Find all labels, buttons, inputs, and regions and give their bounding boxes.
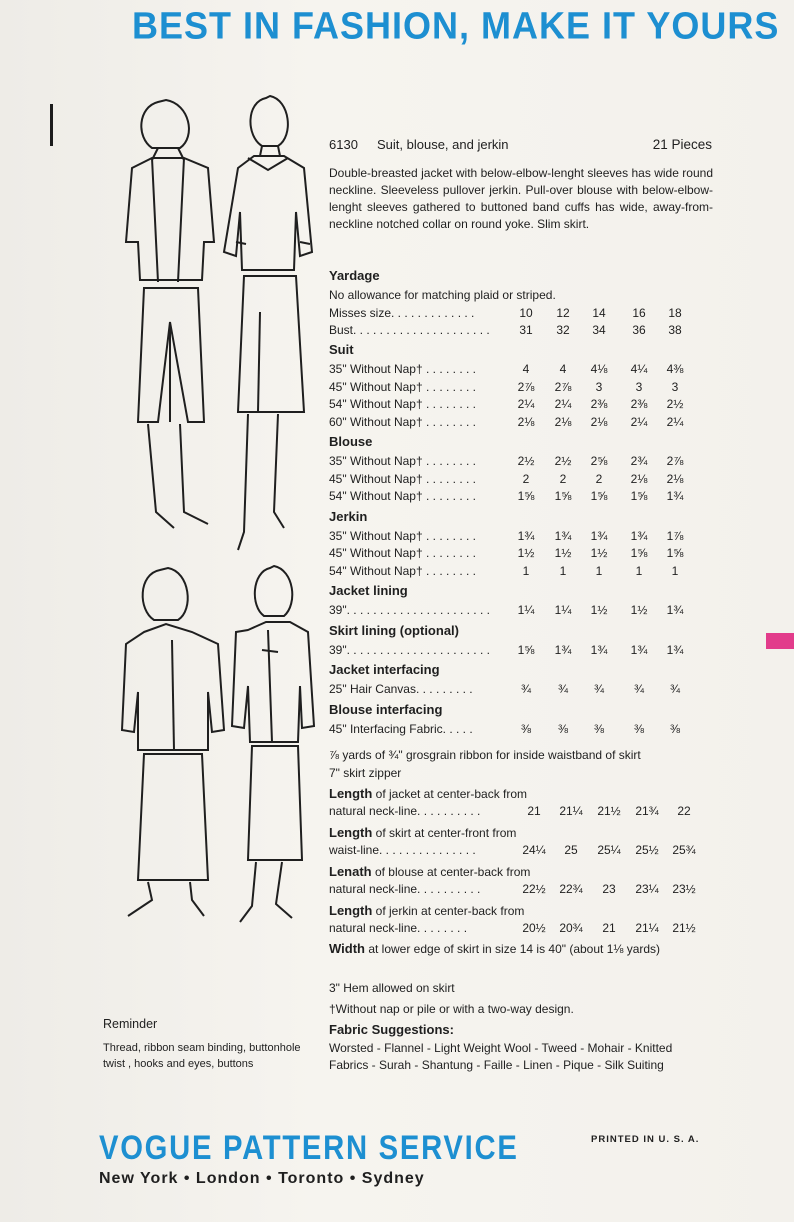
length-row-value: 23½ (672, 882, 696, 896)
section-heading: Blouse interfacing (329, 701, 443, 717)
yardage-row (329, 380, 719, 396)
bust-row-value: 31 (519, 323, 533, 337)
yardage-row-label: 39". . . . . . . . . . . . . . . . . . . . . . (329, 642, 490, 657)
length-title-text: of skirt at center-front from (372, 826, 517, 840)
brand-name: VOGUE PATTERN SERVICE (99, 1129, 519, 1167)
yardage-row-value: 2¼ (554, 397, 572, 411)
length-row-value: 22 (677, 804, 691, 818)
yardage-row-value: 2½ (517, 454, 535, 468)
length-title-bold: Length (329, 903, 373, 918)
yardage-row-value: 2⅝ (590, 454, 608, 468)
yardage-row-value: 1⅞ (666, 528, 684, 543)
length-title-bold: Length (329, 786, 373, 801)
length-title-text: of jerkin at center-back from (372, 904, 525, 918)
yardage-row-value: ⅜ (669, 721, 680, 736)
yardage-row-value: ¾ (633, 682, 644, 696)
length-row-value: 21½ (597, 804, 621, 818)
yardage-row-value: 1 (522, 563, 530, 578)
yardage-row-label: 35" Without Nap† . . . . . . . . (329, 454, 476, 468)
section-heading: Jacket interfacing (329, 662, 440, 677)
yardage-row-value: 1¾ (666, 489, 684, 503)
length-row-value: 22¾ (559, 882, 583, 896)
yardage-row (329, 564, 719, 580)
yardage-row-value: 3 (635, 379, 643, 394)
ribbon-note: ⅞ yards of ¾" grosgrain ribbon for inside waistband of skirt (329, 748, 641, 762)
printed-in-usa: PRINTED IN U. S. A. (591, 1134, 700, 1145)
length-title-bold: Lenath (329, 864, 372, 879)
yardage-heading: Yardage (329, 268, 380, 283)
yardage-row (329, 362, 719, 378)
reminder-text: Thread, ribbon seam binding, buttonhole twist , hooks and eyes, buttons (103, 1042, 301, 1070)
yardage-row (329, 415, 719, 431)
yardage-row-value: 3 (671, 379, 679, 394)
length-row-value: 20½ (522, 921, 546, 935)
margin-mark (50, 104, 53, 146)
length-row-value: 24¼ (522, 843, 546, 857)
yardage-row-label: 54" Without Nap† . . . . . . . . (329, 397, 476, 411)
size-row-value: 10 (519, 306, 533, 320)
length-row (329, 882, 719, 898)
yardage-row-value: 2 (559, 471, 567, 486)
yardage-row-value: 4⅛ (590, 362, 608, 376)
illustration-back-jacket (108, 560, 228, 930)
pattern-number: 6130 (329, 137, 358, 152)
yardage-row-value: 2⅛ (590, 414, 608, 429)
yardage-row-value: ⅜ (633, 721, 644, 736)
yardage-note-text: No allowance for matching plaid or striped. (329, 288, 556, 302)
brand-cities: New York • London • Toronto • Sydney (99, 1170, 425, 1187)
headline: BEST IN FASHION, MAKE IT YOURS (132, 4, 780, 48)
yardage-row-value: 1½ (630, 603, 648, 617)
length-title (329, 785, 739, 803)
length-row-label: natural neck-line. . . . . . . . . . (329, 882, 481, 896)
length-row-value: 21 (602, 921, 616, 935)
reminder-title: Reminder (103, 1017, 158, 1031)
length-title (329, 902, 739, 920)
yardage-row-value: 2⅜ (590, 397, 608, 411)
yardage-row-value: 1½ (517, 546, 535, 560)
yardage-row-value: 1 (559, 563, 567, 578)
length-row-value: 21 (527, 804, 541, 818)
yardage-row-value: 1 (671, 563, 679, 578)
yardage-row-value: 4¼ (630, 362, 648, 376)
yardage-row-value: 1⅝ (590, 489, 608, 503)
length-row-value: 21¼ (635, 921, 659, 935)
yardage-row (329, 643, 719, 659)
bust-row-value: 36 (632, 323, 646, 337)
yardage-row-value: 2¼ (517, 397, 535, 411)
yardage-row-value: ¾ (520, 682, 531, 696)
length-row (329, 921, 719, 937)
section-heading: Jerkin (329, 508, 368, 524)
size-row-value: 18 (668, 306, 682, 320)
yardage-row-value: 1⅝ (630, 546, 648, 560)
length-row-value: 25½ (635, 843, 659, 857)
bust-row-value: 32 (556, 323, 570, 337)
yardage-row-label: 35" Without Nap† . . . . . . . . (329, 528, 476, 543)
length-row-value: 21¼ (559, 804, 583, 818)
section-heading: Skirt lining (optional) (329, 622, 459, 638)
yardage-row-value: 1½ (554, 546, 572, 560)
length-row-value: 23¼ (635, 882, 659, 896)
yardage-row-value: 2⅛ (554, 414, 572, 429)
length-row (329, 804, 719, 820)
width-note-text: at lower edge of skirt in size 14 is 40" (about 1⅛ yards) (364, 942, 661, 956)
yardage-row-value: 2 (522, 471, 530, 486)
section-heading: Jacket lining (329, 583, 408, 598)
fabric-suggestions: Worsted - Flannel - Light Weight Wool - Tweed - Mohair - Knitted Fabrics - Surah - Shantung - Faille - Linen - Pique - Silk Suiting (329, 1041, 673, 1072)
width-note-bold: Width (329, 941, 365, 956)
yardage-row-value: 1⅝ (517, 489, 535, 503)
yardage-row (329, 454, 719, 470)
yardage-row-value: 1⅝ (517, 642, 535, 657)
width-note (329, 940, 739, 958)
yardage-row-value: ⅜ (520, 721, 531, 736)
size-row-value: 16 (632, 306, 646, 320)
bust-row-value: 34 (592, 323, 606, 337)
pattern-title-line (329, 137, 712, 152)
yardage-row-value: 1 (595, 563, 603, 578)
size-row-value: 12 (556, 306, 570, 320)
section-heading: Blouse (329, 434, 373, 449)
illustration-front-blouse (218, 92, 328, 572)
pattern-title: Suit, blouse, and jerkin (377, 137, 509, 152)
yardage-row (329, 489, 719, 505)
length-title (329, 824, 739, 842)
yardage-row-value: 2 (595, 471, 603, 486)
yardage-row-label: 45" Interfacing Fabric. . . . . (329, 721, 473, 736)
size-row-label: Misses size. . . . . . . . . . . . . (329, 306, 475, 320)
yardage-row (329, 722, 719, 738)
yardage-note (329, 288, 719, 304)
yardage-row (329, 603, 719, 619)
yardage-row-value: 1¾ (590, 642, 608, 657)
yardage-row-value: 1¾ (554, 528, 572, 543)
yardage-row-value: 2½ (666, 397, 684, 411)
yardage-row-label: 45" Without Nap† . . . . . . . . (329, 546, 476, 560)
yardage-row (329, 397, 719, 413)
illustration-front-jacket (222, 560, 322, 930)
yardage-row-label: 54" Without Nap† . . . . . . . . (329, 563, 476, 578)
yardage-row-value: 2¾ (630, 454, 648, 468)
section-heading: Suit (329, 342, 354, 357)
bust-row-label: Bust. . . . . . . . . . . . . . . . . . . . . (329, 323, 490, 337)
yardage-row-value: 2⅛ (630, 471, 648, 486)
bust-row (329, 323, 719, 339)
yardage-row-value: 4 (522, 362, 530, 376)
yardage-row-value: 1¾ (666, 642, 684, 657)
yardage-row-value: 2⅞ (666, 454, 684, 468)
yardage-row-value: 1⅝ (554, 489, 572, 503)
length-title-bold: Length (329, 825, 373, 840)
length-row-value: 20¾ (559, 921, 583, 935)
pattern-pieces: 21 Pieces (652, 137, 712, 152)
yardage-row (329, 529, 719, 545)
yardage-row-value: 4 (559, 362, 567, 376)
yardage-row-value: 1¾ (630, 528, 648, 543)
yardage-row-value: 2¼ (630, 414, 648, 429)
yardage-row-value: 1⅝ (666, 546, 684, 560)
size-row (329, 306, 719, 322)
yardage-row-value: 1½ (590, 603, 608, 617)
yardage-row-value: ¾ (669, 682, 680, 696)
length-row-label: waist-line. . . . . . . . . . . . . . . (329, 843, 476, 857)
yardage-row-value: 2⅜ (630, 397, 648, 411)
length-row-value: 23 (602, 882, 616, 896)
pink-edge-tab (766, 633, 794, 649)
yardage-row-value: 1¾ (590, 528, 608, 543)
length-row-value: 25¼ (597, 843, 621, 857)
yardage-row-value: 1¾ (666, 603, 684, 617)
length-row (329, 843, 719, 859)
nap-note: †Without nap or pile or with a two-way design. (329, 1002, 574, 1016)
yardage-row-value: 1¼ (554, 603, 572, 617)
length-row-label: natural neck-line. . . . . . . . . . (329, 804, 481, 818)
fabric-heading-text: Fabric Suggestions: (329, 1022, 454, 1037)
length-row-value: 22½ (522, 882, 546, 896)
yardage-row-value: 2½ (554, 454, 572, 468)
hem-note: 3" Hem allowed on skirt (329, 981, 455, 995)
yardage-row-value: 1¼ (517, 603, 535, 617)
yardage-row-value: 3 (595, 379, 603, 394)
yardage-row-label: 45" Without Nap† . . . . . . . . (329, 379, 476, 394)
yardage-row-value: ¾ (557, 682, 568, 696)
yardage-row-value: ⅜ (557, 721, 568, 736)
zipper-note: 7" skirt zipper (329, 766, 402, 780)
yardage-row (329, 472, 719, 488)
length-title (329, 863, 739, 881)
yardage-row (329, 682, 719, 698)
yardage-row-value: 1½ (590, 546, 608, 560)
yardage-row-value: 2⅞ (554, 379, 572, 394)
length-row-value: 21½ (672, 921, 696, 935)
illustration-back-jerkin (118, 92, 228, 542)
size-row-value: 14 (592, 306, 606, 320)
yardage-row-label: 35" Without Nap† . . . . . . . . (329, 362, 476, 376)
length-row-value: 25 (564, 843, 578, 857)
yardage-row (329, 546, 719, 562)
yardage-row-value: 1¾ (630, 642, 648, 657)
fabric-heading (329, 1021, 739, 1039)
yardage-row-label: 39". . . . . . . . . . . . . . . . . . . . . . (329, 603, 490, 617)
length-row-value: 25¾ (672, 843, 696, 857)
yardage-row-value: 2⅛ (517, 414, 535, 429)
yardage-row-value: 1 (635, 563, 643, 578)
yardage-row-label: 25" Hair Canvas. . . . . . . . . (329, 682, 473, 696)
pattern-description: Double-breasted jacket with below-elbow-lenght sleeves has wide round neckline. Sleeveless pullover jerkin. Pull-over blouse with below-elbow-lenght sleeves gathered to buttoned band cuffs has wide, away-from-neckline notched collar on round yoke. Slim skirt. (329, 166, 713, 231)
bust-row-value: 38 (668, 323, 682, 337)
yardage-row-label: 45" Without Nap† . . . . . . . . (329, 471, 476, 486)
yardage-row-value: 1¾ (554, 642, 572, 657)
yardage-row-value: 1⅝ (630, 489, 648, 503)
length-row-value: 21¾ (635, 804, 659, 818)
yardage-row-value: 4⅜ (666, 362, 684, 376)
yardage-row-value: ¾ (593, 682, 604, 696)
yardage-row-value: 2¼ (666, 414, 684, 429)
yardage-row-label: 54" Without Nap† . . . . . . . . (329, 489, 476, 503)
yardage-row-label: 60" Without Nap† . . . . . . . . (329, 414, 476, 429)
yardage-row-value: 2⅛ (666, 471, 684, 486)
yardage-row-value: ⅜ (593, 721, 604, 736)
length-title-text: of jacket at center-back from (372, 787, 528, 801)
yardage-row-value: 1¾ (517, 528, 535, 543)
yardage-row-value: 2⅞ (517, 379, 535, 394)
length-title-text: of blouse at center-back from (371, 865, 531, 879)
length-row-label: natural neck-line. . . . . . . . (329, 921, 468, 935)
